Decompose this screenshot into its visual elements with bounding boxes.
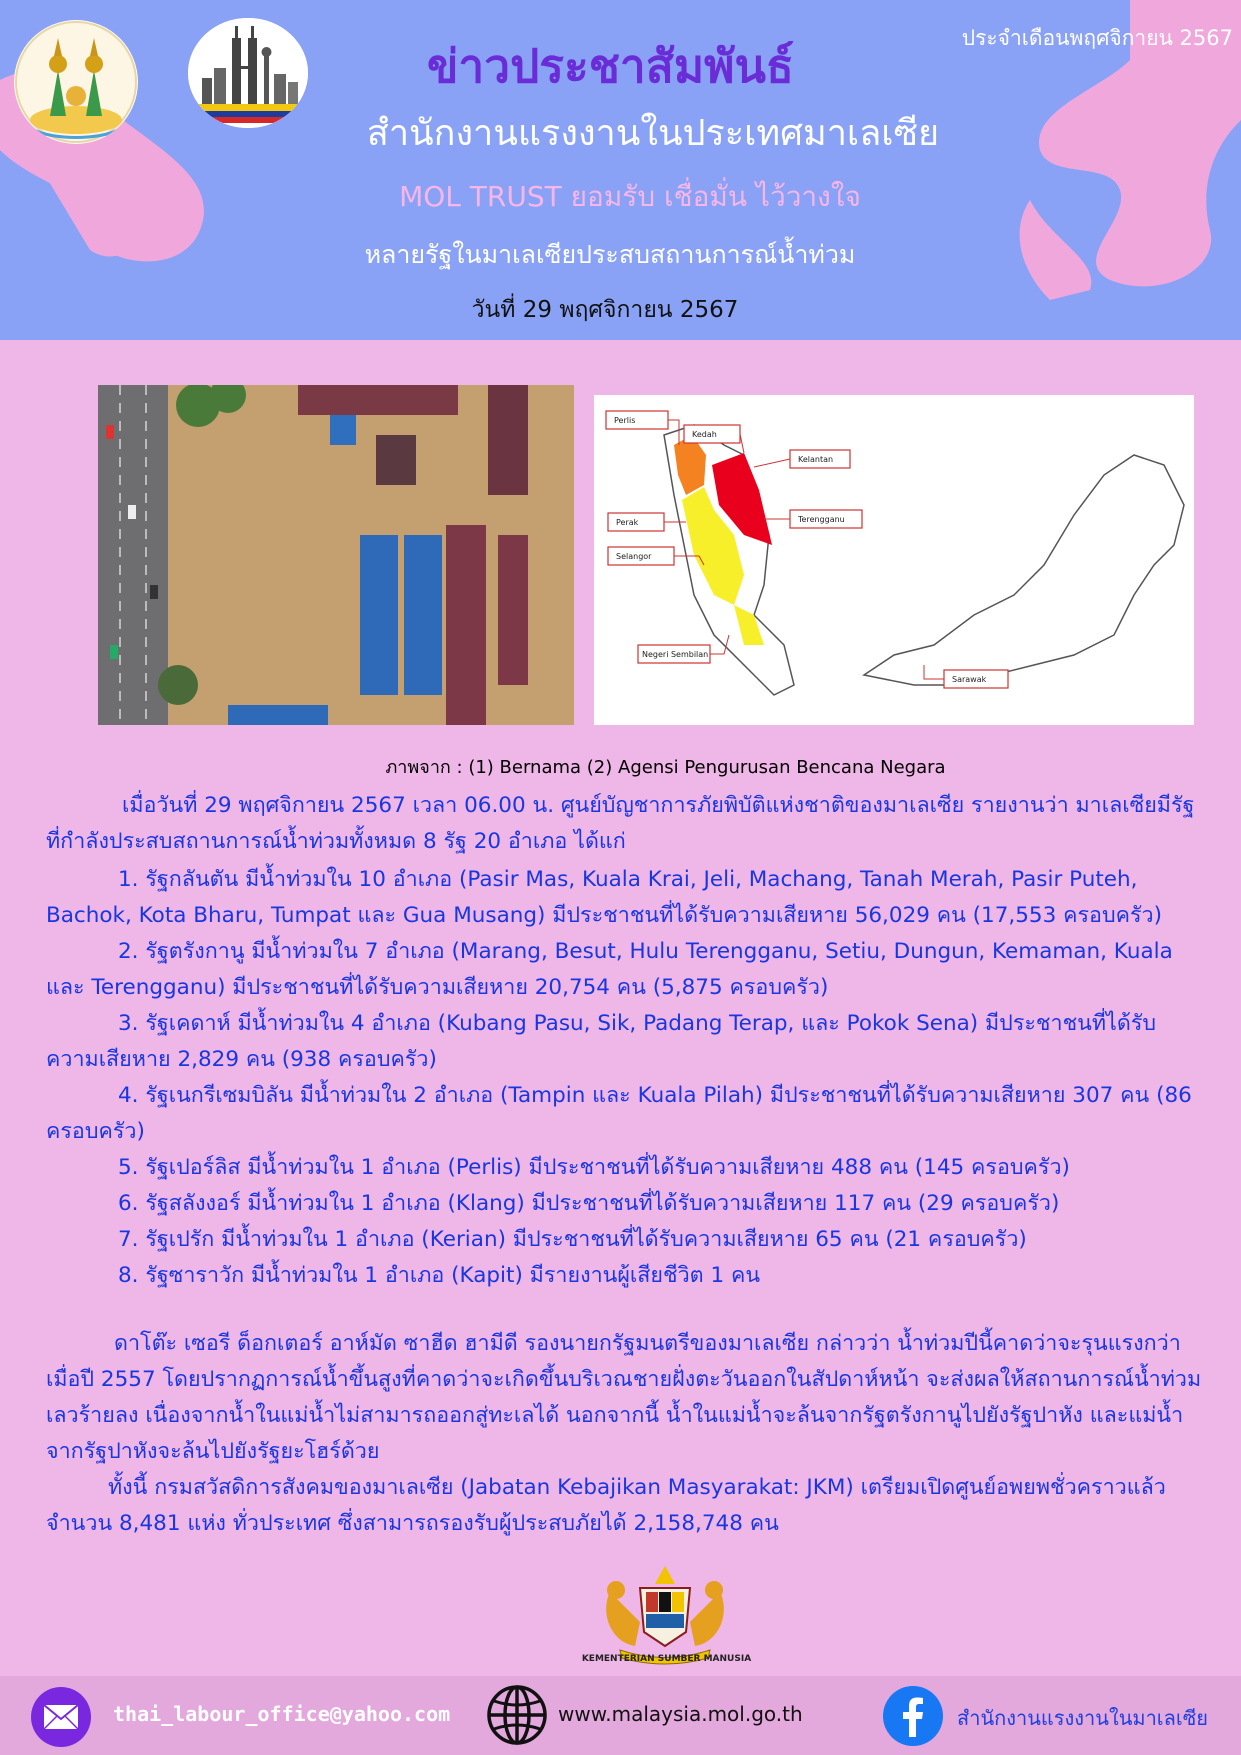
header-banner [0,0,1241,340]
flood-aerial-photo [98,385,574,725]
map-label-kelantan: Kelantan [798,455,834,464]
slogan: MOL TRUST ยอมรับ เชื่อมั่น ไว้วางใจ [399,180,861,213]
state-item-negeri-sembilan: 4. รัฐเนกรีเซมบิลัน มีน้ำท่วมใน 2 อำเภอ (Tampin และ Kuala Pilah) มีประชาชนที่ได้รับความเสียหาย 307 คน (86 ครอบครัว) [46,1083,1192,1144]
map-label-negeri-sembilan: Negeri Sembilan [642,650,709,659]
globe-icon [486,1684,548,1746]
map-label-sarawak: Sarawak [952,675,987,684]
state-item-perlis: 5. รัฐเปอร์ลิส มีน้ำท่วมใน 1 อำเภอ (Perlis) มีประชาชนที่ได้รับความเสียหาย 488 คน (145 ครอบครัว) [118,1155,1070,1180]
email-icon [30,1686,92,1748]
state-item-kedah: 3. รัฐเคดาห์ มีน้ำท่วมใน 4 อำเภอ (Kubang Pasu, Sik, Padang Terap, และ Pokok Sena) มีประชาชนที่ได้รับความเสียหาย 2,829 คน (938 ครอบครัว) [46,1011,1157,1072]
jkm-paragraph: ทั้งนี้ กรมสวัสดิการสังคมของมาเลเซีย (Jabatan Kebajikan Masyarakat: JKM) เตรียมเปิดศูนย์อพยพชั่วคราวแล้ว จำนวน 8,481 แห่ง ทั่วประเทศ ซึ่งสามารถรองรับผู้ประสบภัยได้ 2,158,748 คน [46,1475,1166,1536]
flood-map-image [594,395,1194,725]
map-label-terengganu: Terengganu [798,515,845,524]
map-label-perak: Perak [616,518,639,527]
facebook-icon [882,1685,944,1747]
flood-state-list [46,862,1206,1294]
map-label-perlis: Perlis [614,416,636,425]
footer-bar [0,1676,1241,1755]
map-label-selangor: Selangor [616,552,652,561]
state-item-sarawak: 8. รัฐซาราวัก มีน้ำท่วมใน 1 อำเภอ (Kapit) มีรายงานผู้เสียชีวิต 1 คน [118,1263,761,1288]
state-item-terengganu: 2. รัฐตรังกานู มีน้ำท่วมใน 7 อำเภอ (Marang, Besut, Hulu Terengganu, Setiu, Dungun, Kemaman, Kuala และ Terengganu) มีประชาชนที่ได้รับความเสียหาย 20,754 คน (5,875 ครอบครัว) [46,939,1173,1000]
news-headline: หลายรัฐในมาเลเซียประสบสถานการณ์น้ำท่วม [364,240,856,269]
month-line: ประจำเดือนพฤศจิกายน 2567 [961,26,1233,50]
website-link[interactable]: www.malaysia.mol.go.th [558,1702,803,1726]
intro-paragraph: เมื่อวันที่ 29 พฤศจิกายน 2567 เวลา 06.00 น. ศูนย์บัญชาการภัยพิบัติแห่งชาติของมาเลเซีย รายงานว่า มาเลเซียมีรัฐที่กำลังประสบสถานการณ์น้ำท่วมทั้งหมด 8 รัฐ 20 อำเภอ ได้แก่ [46,793,1195,854]
email-address[interactable]: thai_labour_office@yahoo.com [113,1702,451,1726]
state-item-selangor: 6. รัฐสลังงอร์ มีน้ำท่วมใน 1 อำเภอ (Klang) มีประชาชนที่ได้รับความเสียหาย 117 คน (29 ครอบครัว) [118,1191,1060,1216]
page-title: ข่าวประชาสัมพันธ์ [426,39,794,93]
state-item-perak: 7. รัฐเปรัก มีน้ำท่วมใน 1 อำเภอ (Kerian) มีประชาชนที่ได้รับความเสียหาย 65 คน (21 ครอบครัว) [118,1227,1027,1252]
facebook-page-link[interactable]: สำนักงานแรงงานในมาเลเซีย [957,1706,1209,1730]
deputy-pm-paragraph: ดาโต๊ะ เซอรี ด็อกเตอร์ อาห์มัด ซาฮีด ฮามีดี รองนายกรัฐมนตรีของมาเลเซีย กล่าวว่า น้ำท่วมปีนี้คาดว่าจะรุนแรงกว่าเมื่อปี 2557 โดยปรากฏการณ์น้ำขึ้นสูงที่คาดว่าจะเกิดขึ้นบริเวณชายฝั่งตะวันออกในสัปดาห์หน้า จะส่งผลให้สถานการณ์น้ำท่วมเลวร้ายลง เนื่องจากน้ำในแม่น้ำไม่สามารถออกสู่ทะเลได้ นอกจากนี้ น้ำในแม่น้ำจะล้นจากรัฐตรังกานูไปยังรัฐปาหัง และแม่น้ำจากรัฐปาหังจะล้นไปยังรัฐยะโฮร์ด้วย [46,1331,1202,1464]
photo-caption: ภาพจาก : (1) Bernama (2) Agensi Pengurusan Bencana Negara [385,757,946,778]
map-label-kedah: Kedah [692,430,717,439]
news-date: วันที่ 29 พฤศจิกายน 2567 [471,297,739,323]
state-item-kelantan: 1. รัฐกลันตัน มีน้ำท่วมใน 10 อำเภอ (Pasir Mas, Kuala Krai, Jeli, Machang, Tanah Merah, Pasir Puteh, Bachok, Kota Bharu, Tumpat และ Gua Musang) มีประชาชนที่ได้รับความเสียหาย 56,029 คน (17,553 ครอบครัว) [46,867,1163,928]
office-name: สำนักงานแรงงานในประเทศมาเลเซีย [366,113,940,154]
ministry-name: KEMENTERIAN SUMBER MANUSIA [581,1654,752,1664]
